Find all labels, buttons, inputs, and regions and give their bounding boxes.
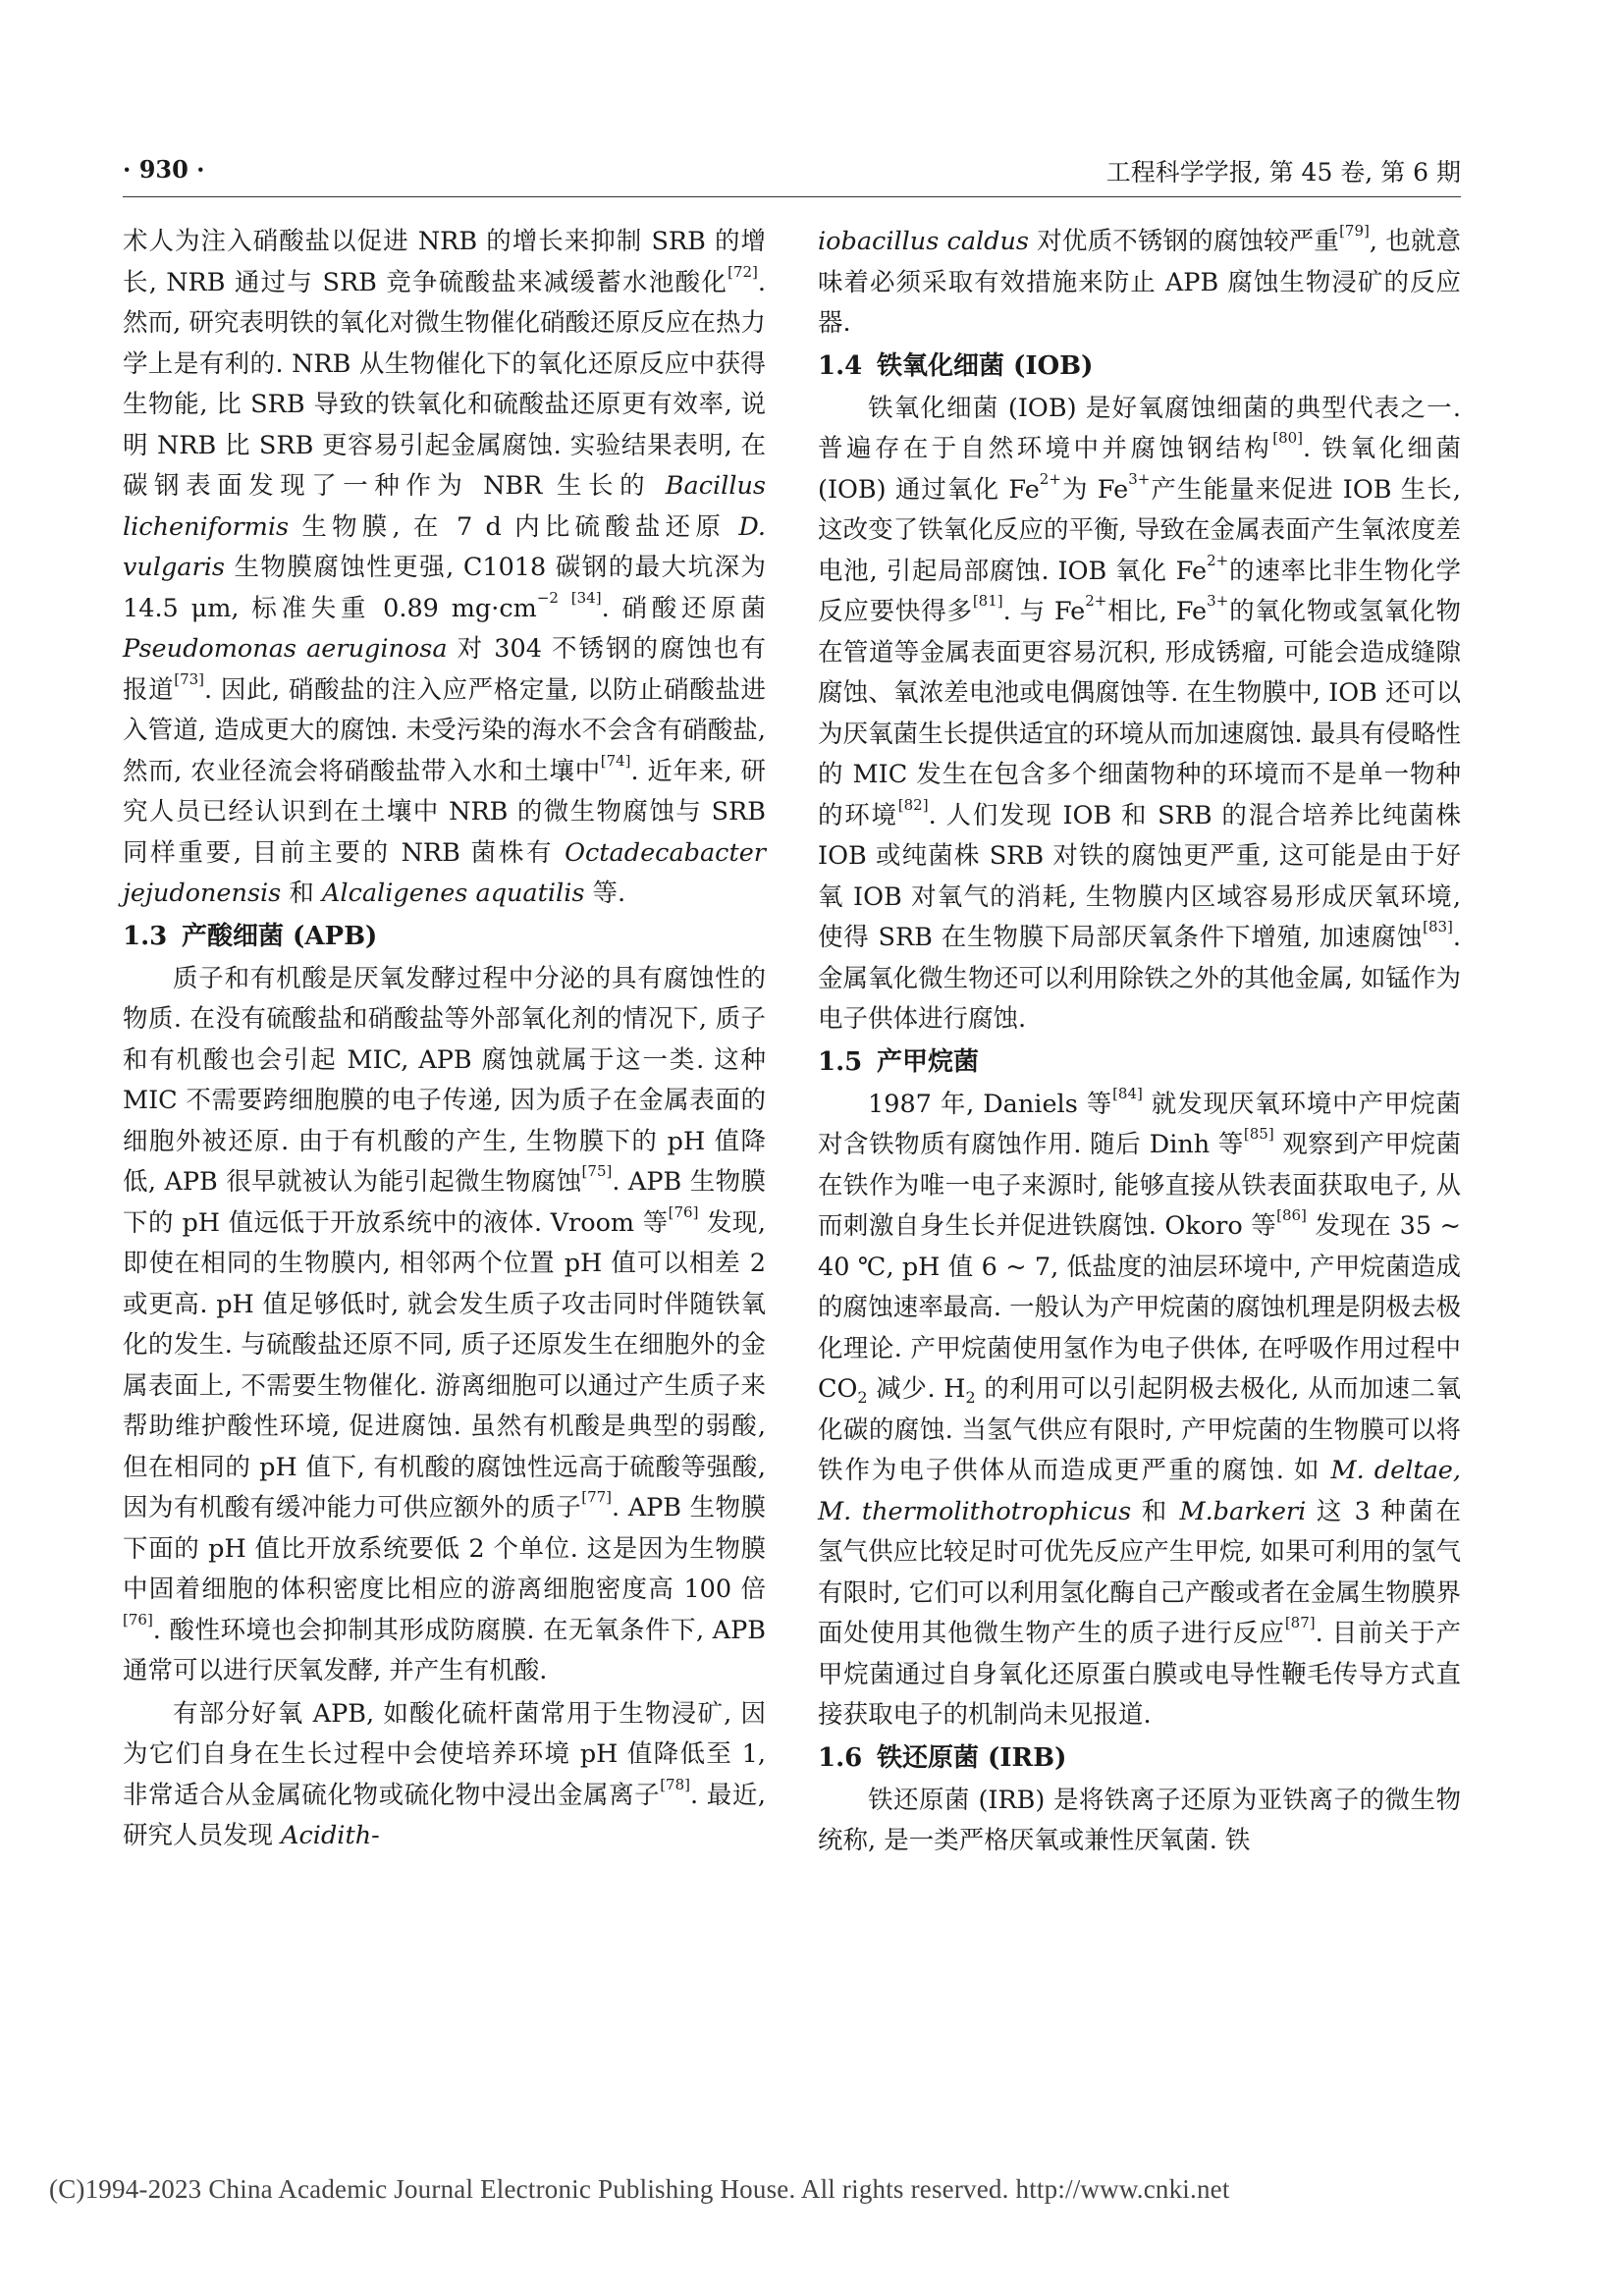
paragraph: 术人为注入硝酸盐以促进 NRB 的增长来抑制 SRB 的增长, NRB 通过与 SRB 竞争硫酸盐来减缓蓄水池酸化[72]. 然而, 研究表明铁的氧化对微生物催化硝酸还原反应在热力学上是有利的. NRB 从生物催化下的氧化还原反应中获得生物能, 比 SRB 导致的铁氧化和硫酸盐还原更有效率, 说明 NRB 比 SRB 更容易引起金属腐蚀. 实验结果表明, 在碳钢表面发现了一种作为 NBR 生长的 Bacillus licheniformis 生物膜, 在 7 d 内比硫酸盐还原 D. vulgaris 生物膜腐蚀性更强, C1018 碳钢的最大坑深为 14.5 μm, 标准失重 0.89 $mg\cdot cm^{-2}$ [34]. 硝酸还原菌 Pseudomonas aeruginosa 对 304 不锈钢的腐蚀也有报道[73]. 因此, 硝酸盐的注入应严格定量, 以防止硝酸盐进入管道, 造成更大的腐蚀. 未受污染的海水不会含有硝酸盐, 然而, 农业径流会将硝酸盐带入水和土壤中[74]. 近年来, 研究人员已经认识到在土壤中 NRB 的微生物腐蚀与 SRB 同样重要, 目前主要的 NRB 菌株有 Octadecabacter jejudonensis 和 Alcaligenes aquatilis 等.	[123, 227, 766, 908]
paragraph: 有部分好氧 APB, 如酸化硫杆菌常用于生物浸矿, 因为它们自身在生长过程中会使培养环境 pH 值降低至 1, 非常适合从金属硫化物或硫化物中浸出金属离子[78]. 最近, 研究人员发现 Acidith-	[123, 1698, 766, 1850]
header-rule	[123, 196, 1461, 197]
section-heading-1-4: 1.4 铁氧化细菌 (IOB)	[818, 350, 1094, 381]
paragraph: 铁氧化细菌 (IOB) 是好氧腐蚀细菌的典型代表之一. 普遍存在于自然环境中并腐蚀钢结构[80]. 铁氧化细菌 (IOB) 通过氧化 $Fe^{2+}$为 $Fe^{3+}$产生能量来促进 IOB 生长, 这改变了铁氧化反应的平衡, 导致在金属表面产生氧浓度差电池, 引起局部腐蚀. IOB 氧化 $Fe^{2+}$的速率比非生物化学反应要快得多[81]. 与 $Fe^{2+}$相比, $Fe^{3+}$的氧化物或氢氧化物在管道等金属表面更容易沉积, 形成锈瘤, 可能会造成缝隙腐蚀、氧浓差电池或电偶腐蚀等. 在生物膜中, IOB 还可以为厌氧菌生长提供适宜的环境从而加速腐蚀. 最具有侵略性的 MIC 发生在包含多个细菌物种的环境而不是单一物种的环境[82]. 人们发现 IOB 和 SRB 的混合培养比纯菌株 IOB 或纯菌株 SRB 对铁的腐蚀更严重, 这可能是由于好氧 IOB 对氧气的消耗, 生物膜内区域容易形成厌氧环境, 使得 SRB 在生物膜下局部厌氧条件下增殖, 加速腐蚀[83]. 金属氧化微生物还可以利用除铁之外的其他金属, 如锰作为电子供体进行腐蚀.	[818, 393, 1461, 1034]
page-number: · 930 ·	[123, 155, 205, 184]
right-column	[818, 222, 1461, 1862]
section-heading-1-5: 1.5 产甲烷菌	[818, 1046, 980, 1077]
section-heading-1-6: 1.6 铁还原菌 (IRB)	[818, 1742, 1067, 1773]
journal-title: 工程科学学报, 第 45 卷, 第 6 期	[1105, 158, 1461, 187]
section-heading-1-3: 1.3 产酸细菌 (APB)	[123, 921, 378, 951]
copyright-footer: (C)1994-2023 China Academic Journal Electronic Publishing House. All rights reserved. http://www.cnki.net	[49, 2174, 1230, 2204]
paragraph: 质子和有机酸是厌氧发酵过程中分泌的具有腐蚀性的物质. 在没有硫酸盐和硝酸盐等外部氧化剂的情况下, 质子和有机酸也会引起 MIC, APB 腐蚀就属于这一类. 这种 MIC 不需要跨细胞膜的电子传递, 因为质子在金属表面的细胞外被还原. 由于有机酸的产生, 生物膜下的 pH 值降低, APB 很早就被认为能引起微生物腐蚀[75]. APB 生物膜下的 pH 值远低于开放系统中的液体. Vroom 等[76] 发现, 即使在相同的生物膜内, 相邻两个位置 pH 值可以相差 2 或更高. pH 值足够低时, 就会发生质子攻击同时伴随铁氧化的发生. 与硫酸盐还原不同, 质子还原发生在细胞外的金属表面上, 不需要生物催化. 游离细胞可以通过产生质子来帮助维护酸性环境, 促进腐蚀. 虽然有机酸是典型的弱酸, 但在相同的 pH 值下, 有机酸的腐蚀性远高于硫酸等强酸, 因为有机酸有缓冲能力可供应额外的质子[77]. APB 生物膜下面的 pH 值比开放系统要低 2 个单位. 这是因为生物膜中固着细胞的体积密度比相应的游离细胞密度高 100 倍[76]. 酸性环境也会抑制其形成防腐膜. 在无氧条件下, APB 通常可以进行厌氧发酵, 并产生有机酸.	[123, 963, 766, 1685]
paragraph: 铁还原菌 (IRB) 是将铁离子还原为亚铁离子的微生物统称, 是一类严格厌氧或兼性厌氧菌. 铁	[818, 1785, 1461, 1855]
left-column	[123, 222, 766, 1857]
paragraph: 1987 年, Daniels 等[84] 就发现厌氧环境中产甲烷菌对含铁物质有腐蚀作用. 随后 Dinh 等[85] 观察到产甲烷菌在铁作为唯一电子来源时, 能够直接从铁表面获取电子, 从而刺激自身生长并促进铁腐蚀. Okoro 等[86] 发现在 35 ~ 40 ℃, pH 值 6 ~ 7, 低盐度的油层环境中, 产甲烷菌造成的腐蚀速率最高. 一般认为产甲烷菌的腐蚀机理是阴极去极化理论. 产甲烷菌使用氢作为电子供体, 在呼吸作用过程中 $CO_2$ 减少. $H_2$ 的利用可以引起阴极去极化, 从而加速二氧化碳的腐蚀. 当氢气供应有限时, 产甲烷菌的生物膜可以将铁作为电子供体从而造成更严重的腐蚀. 如 M. deltae, M. thermolithotrophicus 和 M.barkeri 这 3 种菌在氢气供应比较足时可优先反应产生甲烷, 如果可利用的氢气有限时, 它们可以利用氢化酶自己产酸或者在金属生物膜界面处使用其他微生物产生的质子进行反应[87]. 目前关于产甲烷菌通过自身氧化还原蛋白膜或电导性鞭毛传导方式直接获取电子的机制尚未见报道.	[818, 1084, 1461, 1730]
paragraph: iobacillus caldus 对优质不锈钢的腐蚀较严重[79], 也就意味着必须采取有效措施来防止 APB 腐蚀生物浸矿的反应器.	[818, 222, 1462, 338]
